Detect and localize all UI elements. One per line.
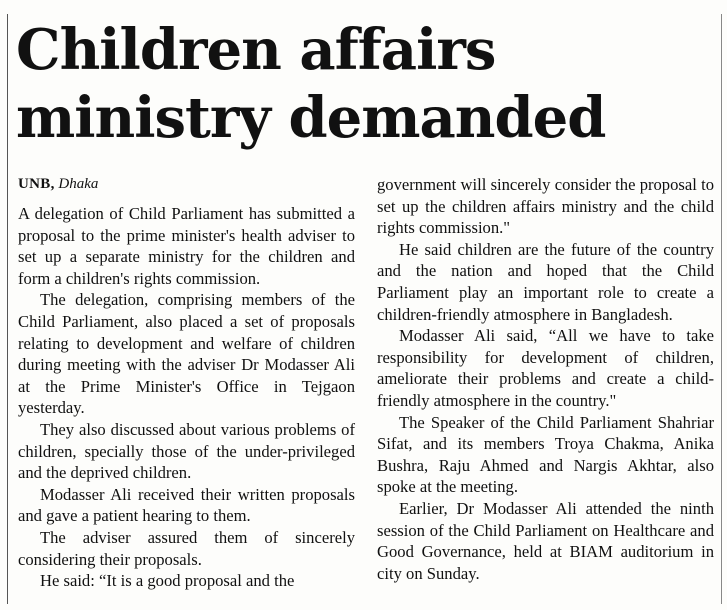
paragraph: Modasser Ali received their written proposals and gave a patient hearing to them. — [18, 484, 355, 526]
paragraph: He said children are the future of the country and the nation and hoped that the Child Parliament play an important role to create a children-friendly atmosphere in Bangladesh. — [377, 239, 714, 324]
byline-city: Dhaka — [58, 176, 99, 192]
left-column — [18, 174, 355, 592]
paragraph: The Speaker of the Child Parliament Shahriar Sifat, and its members Troya Chakma, Anika Bushra, Raju Ahmed and Nargis Akhtar, also spoke at the meeting. — [377, 412, 714, 497]
right-column — [377, 174, 714, 584]
headline: Children affairs ministry demanded — [16, 17, 606, 151]
byline — [18, 174, 355, 195]
paragraph: He said: “It is a good proposal and the — [40, 571, 295, 591]
paragraph: A delegation of Child Parliament has submitted a proposal to the prime minister's health adviser to set up a separate ministry for the children and form a children's rights commission. — [18, 204, 355, 288]
paragraph: The adviser assured them of sincerely considering their proposals. — [18, 527, 355, 569]
paragraph: The delegation, comprising members of the Child Parliament, also placed a set of proposals relating to development and welfare of children during meeting with the adviser Dr Modasser Ali at the Prime Minister's Office in Tejgaon yesterday. — [18, 290, 355, 418]
right-column-rule — [721, 14, 722, 604]
paragraph: They also discussed about various problems of children, specially those of the under-privileged and the deprived children. — [18, 419, 355, 483]
byline-agency: UNB, — [18, 176, 55, 192]
paragraph: Earlier, Dr Modasser Ali attended the ninth session of the Child Parliament on Healthcare and Good Governance, held at BIAM auditorium in city on Sunday. — [377, 498, 714, 583]
left-column-rule — [7, 14, 8, 604]
paragraph: Modasser Ali said, “All we have to take responsibility for development of children, ameliorate their problems and create a child-friendly atmosphere in the country." — [377, 326, 714, 410]
paragraph: government will sincerely consider the proposal to set up the children affairs ministry and the child rights commission." — [377, 175, 714, 238]
